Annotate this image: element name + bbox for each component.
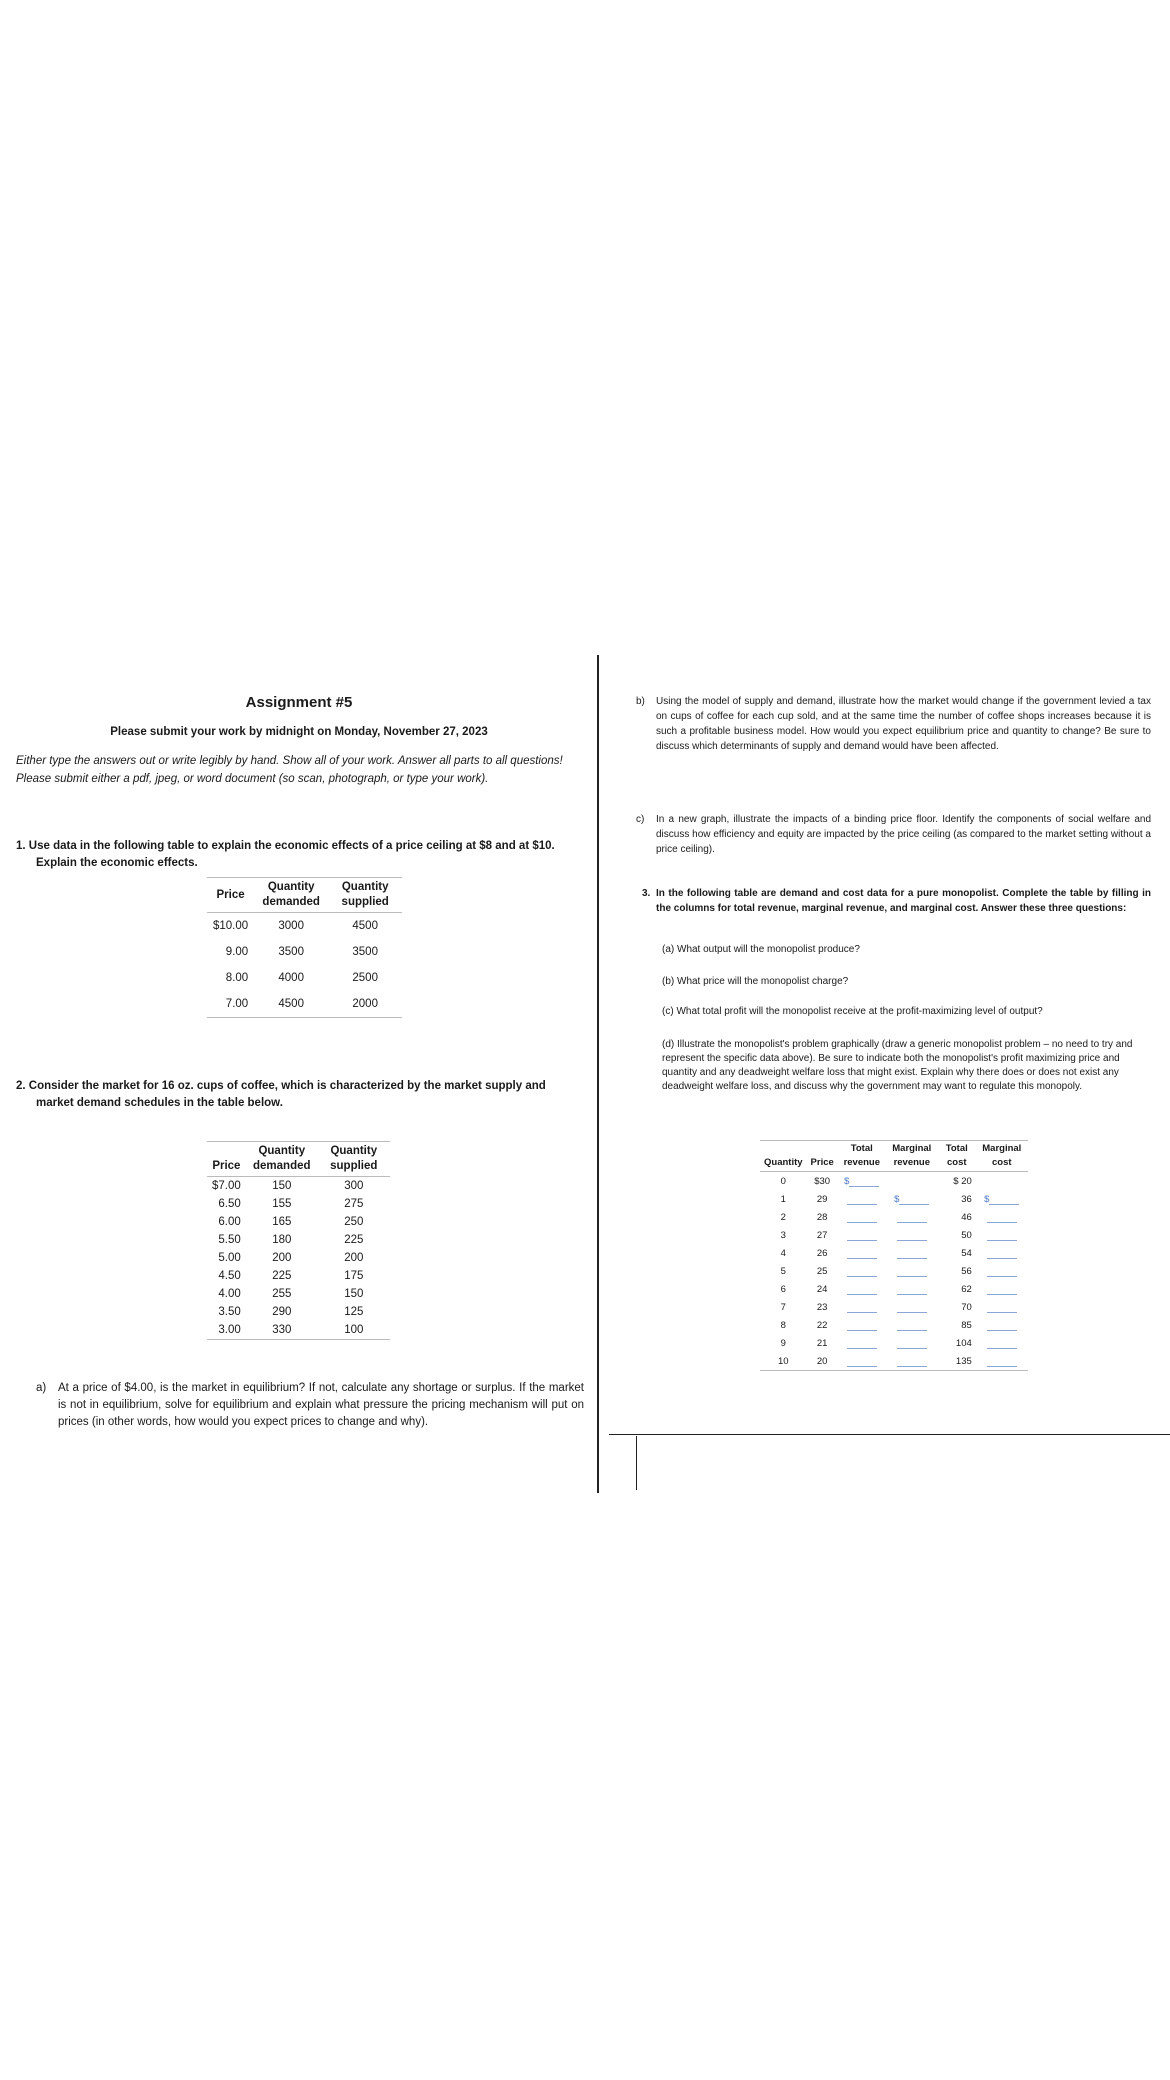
price-cell: 3.50	[218, 1306, 241, 1318]
col-quantity: Quantity	[760, 1141, 807, 1172]
question-3	[642, 886, 1151, 916]
price-cell: 6.00	[218, 1216, 241, 1228]
col-total-cost: Total cost	[938, 1141, 976, 1172]
answer-blank[interactable]	[987, 1213, 1017, 1223]
qd-cell: 200	[272, 1252, 292, 1264]
dollar-sign: $	[844, 1175, 850, 1187]
table-row	[760, 1352, 1028, 1371]
price-cell: 28	[816, 1211, 828, 1223]
price-cell: 21	[816, 1337, 828, 1349]
qs-cell: 200	[344, 1252, 364, 1264]
marginal-revenue-cell[interactable]	[886, 1316, 938, 1334]
total-cost-cell: 46	[961, 1211, 972, 1223]
question-3d: (d) Illustrate the monopolist's problem graphically (draw a generic monopolist problem – no need to try and represent the specific data above). Be sure to indicate both the monopolist's profit maximizing price and quantity and any deadweight welfare loss that might exist. Explain why there does or does not exist any deadweight welfare loss, and discuss why the government may want to regulate this monopoly.	[662, 1039, 1133, 1092]
marginal-cost-cell[interactable]	[976, 1208, 1028, 1226]
qs-cell: 2000	[352, 998, 378, 1010]
answer-blank[interactable]	[849, 1177, 879, 1187]
price-cell: $30	[814, 1175, 831, 1187]
table-row	[207, 1267, 390, 1285]
table-row	[760, 1244, 1028, 1262]
total-revenue-cell[interactable]	[838, 1298, 886, 1316]
question-1	[16, 838, 586, 872]
col-qd: Quantity demanded	[254, 878, 328, 913]
total-cost-cell: 36	[961, 1193, 972, 1205]
marginal-cost-cell[interactable]	[976, 1280, 1028, 1298]
quantity-cell: 5	[780, 1265, 786, 1277]
answer-blank[interactable]	[847, 1321, 877, 1331]
price-cell: 5.50	[218, 1234, 241, 1246]
col-marginal-revenue: Marginal revenue	[886, 1141, 938, 1172]
price-cell: 8.00	[225, 972, 249, 984]
right-page	[636, 650, 1151, 1490]
table-row	[207, 1213, 390, 1231]
marginal-cost-cell[interactable]	[976, 1226, 1028, 1244]
question-2b	[636, 694, 1151, 754]
qs-cell: 275	[344, 1198, 364, 1210]
qs-cell: 225	[344, 1234, 364, 1246]
answer-blank[interactable]	[987, 1357, 1017, 1367]
price-cell: 23	[816, 1301, 828, 1313]
total-cost-cell: 56	[961, 1265, 972, 1277]
left-page	[14, 650, 584, 1490]
answer-blank[interactable]	[987, 1267, 1017, 1277]
qs-cell: 3500	[352, 946, 378, 958]
table-row	[207, 991, 402, 1018]
total-cost-cell: 70	[961, 1301, 972, 1313]
marginal-revenue-cell[interactable]	[886, 1298, 938, 1316]
answer-blank[interactable]	[847, 1339, 877, 1349]
qd-cell: 180	[272, 1234, 292, 1246]
answer-blank[interactable]	[847, 1357, 877, 1367]
price-cell: 20	[816, 1355, 828, 1367]
qd-cell: 165	[272, 1216, 292, 1228]
qs-cell: 175	[344, 1270, 364, 1282]
marginal-cost-cell[interactable]	[976, 1334, 1028, 1352]
price-cell: 6.50	[218, 1198, 241, 1210]
total-cost-cell: $ 20	[953, 1175, 972, 1187]
price-ceiling-table	[207, 877, 402, 1018]
answer-blank[interactable]	[897, 1213, 927, 1223]
quantity-cell: 7	[780, 1301, 786, 1313]
question-1-line-1: 1. Use data in the following table to explain the economic effects of a price ceiling at $8 and at $10.	[16, 840, 555, 852]
qs-cell: 300	[344, 1180, 364, 1192]
quantity-cell: 3	[780, 1229, 786, 1241]
marginal-revenue-cell[interactable]	[886, 1280, 938, 1298]
col-price: Price	[207, 878, 254, 913]
price-cell: 22	[816, 1319, 828, 1331]
question-2c	[636, 812, 1151, 857]
table-header-row	[207, 1142, 390, 1177]
total-revenue-cell[interactable]	[838, 1190, 886, 1208]
qs-cell: 125	[344, 1306, 364, 1318]
table-row	[760, 1226, 1028, 1244]
answer-blank[interactable]	[987, 1321, 1017, 1331]
marginal-cost-cell	[976, 1172, 1028, 1191]
answer-blank[interactable]	[897, 1231, 927, 1241]
marginal-revenue-cell	[886, 1172, 938, 1191]
table-row	[760, 1262, 1028, 1280]
table-row	[207, 939, 402, 965]
price-cell: 26	[816, 1247, 828, 1259]
price-cell: 9.00	[225, 946, 249, 958]
total-revenue-cell[interactable]	[838, 1226, 886, 1244]
question-3b: (b) What price will the monopolist charge?	[662, 976, 849, 987]
quantity-cell: 2	[780, 1211, 786, 1223]
question-2-line-2: market demand schedules in the table below.	[36, 1097, 283, 1109]
quantity-cell: 6	[780, 1283, 786, 1295]
question-3a: (a) What output will the monopolist produce?	[662, 944, 860, 955]
answer-blank[interactable]	[987, 1339, 1017, 1349]
answer-blank[interactable]	[847, 1213, 877, 1223]
answer-blank[interactable]	[847, 1231, 877, 1241]
marginal-cost-cell[interactable]	[976, 1316, 1028, 1334]
table-row	[760, 1172, 1028, 1191]
table-row	[760, 1280, 1028, 1298]
qd-cell: 225	[272, 1270, 292, 1282]
question-2a-text: At a price of $4.00, is the market in equilibrium? If not, calculate any shortage or surplus. If the market is not in equilibrium, solve for equilibrium and explain what pressure the pricing mechanism will put on prices (in other words, how would you expect prices to change and why).	[58, 1382, 584, 1428]
price-cell: 24	[816, 1283, 828, 1295]
quantity-cell: 1	[780, 1193, 786, 1205]
quantity-cell: 10	[777, 1355, 789, 1367]
answer-blank[interactable]	[847, 1303, 877, 1313]
marginal-cost-cell[interactable]	[976, 1190, 1028, 1208]
page-divider	[597, 655, 599, 1493]
col-marginal-cost: Marginal cost	[976, 1141, 1028, 1172]
answer-blank[interactable]	[989, 1195, 1019, 1205]
table-row	[207, 1195, 390, 1213]
price-cell: 4.50	[218, 1270, 241, 1282]
qd-cell: 4000	[278, 972, 304, 984]
table-row	[760, 1190, 1028, 1208]
qd-cell: 150	[272, 1180, 292, 1192]
price-cell: 29	[816, 1193, 828, 1205]
total-revenue-cell[interactable]	[838, 1172, 886, 1191]
price-cell: 5.00	[218, 1252, 241, 1264]
price-cell: 3.00	[218, 1324, 241, 1336]
qd-cell: 290	[272, 1306, 292, 1318]
price-cell: 4.00	[218, 1288, 241, 1300]
qd-cell: 4500	[278, 998, 304, 1010]
answer-blank[interactable]	[897, 1285, 927, 1295]
qs-cell: 100	[344, 1324, 364, 1336]
total-cost-cell: 50	[961, 1229, 972, 1241]
total-revenue-cell[interactable]	[838, 1208, 886, 1226]
price-cell: 27	[816, 1229, 828, 1241]
answer-blank[interactable]	[897, 1357, 927, 1367]
total-revenue-cell[interactable]	[838, 1262, 886, 1280]
qs-cell: 2500	[352, 972, 378, 984]
answer-blank[interactable]	[847, 1267, 877, 1277]
quantity-cell: 4	[780, 1247, 786, 1259]
qs-cell: 250	[344, 1216, 364, 1228]
total-cost-cell: 62	[961, 1283, 972, 1295]
answer-blank[interactable]	[847, 1195, 877, 1205]
answer-blank[interactable]	[987, 1285, 1017, 1295]
table-row	[207, 1303, 390, 1321]
qd-cell: 155	[272, 1198, 292, 1210]
question-2c-text: In a new graph, illustrate the impacts of a binding price floor. Identify the components of social welfare and discuss how efficiency and equity are impacted by the price ceiling (as compared to the market setting without a price ceiling).	[656, 814, 1151, 855]
answer-blank[interactable]	[987, 1249, 1017, 1259]
answer-blank[interactable]	[847, 1285, 877, 1295]
price-cell: $7.00	[212, 1180, 241, 1192]
answer-blank[interactable]	[899, 1195, 929, 1205]
price-cell: 7.00	[225, 998, 249, 1010]
qd-cell: 3000	[278, 920, 304, 932]
answer-blank[interactable]	[897, 1267, 927, 1277]
coffee-market-table	[207, 1141, 390, 1340]
question-2a-label: a)	[36, 1382, 47, 1394]
table-header-row	[207, 878, 402, 913]
price-cell: $10.00	[213, 920, 249, 932]
quantity-cell: 8	[780, 1319, 786, 1331]
table-row	[207, 1231, 390, 1249]
col-price: Price	[807, 1141, 838, 1172]
table-row	[207, 1177, 390, 1196]
question-2	[16, 1078, 586, 1112]
question-3-text: In the following table are demand and cost data for a pure monopolist. Complete the table by filling in the columns for total revenue, marginal revenue, and marginal cost. Answer these three questions:	[656, 888, 1151, 914]
marginal-revenue-cell[interactable]	[886, 1190, 938, 1208]
total-cost-cell: 104	[955, 1337, 972, 1349]
qd-cell: 3500	[278, 946, 304, 958]
marginal-cost-cell[interactable]	[976, 1244, 1028, 1262]
total-revenue-cell[interactable]	[838, 1280, 886, 1298]
table-row	[760, 1316, 1028, 1334]
col-qs: Quantity supplied	[318, 1142, 390, 1177]
dollar-sign: $	[894, 1193, 900, 1205]
total-revenue-cell[interactable]	[838, 1244, 886, 1262]
question-1-line-2: Explain the economic effects.	[36, 857, 198, 869]
answer-blank[interactable]	[897, 1339, 927, 1349]
table-row	[760, 1208, 1028, 1226]
qs-cell: 4500	[352, 920, 378, 932]
table-row	[207, 1249, 390, 1267]
total-revenue-cell[interactable]	[838, 1334, 886, 1352]
dollar-sign: $	[984, 1193, 990, 1205]
question-2c-label: c)	[636, 814, 645, 825]
marginal-revenue-cell[interactable]	[886, 1208, 938, 1226]
qs-cell: 150	[344, 1288, 364, 1300]
marginal-revenue-cell[interactable]	[886, 1262, 938, 1280]
answer-blank[interactable]	[897, 1303, 927, 1313]
marginal-revenue-cell[interactable]	[886, 1334, 938, 1352]
marginal-revenue-cell[interactable]	[886, 1244, 938, 1262]
table-header-row	[760, 1141, 1028, 1172]
question-2-line-1: 2. Consider the market for 16 oz. cups of coffee, which is characterized by the market supply and	[16, 1080, 546, 1092]
col-price: Price	[207, 1142, 246, 1177]
col-qd: Quantity demanded	[246, 1142, 318, 1177]
marginal-cost-cell[interactable]	[976, 1298, 1028, 1316]
marginal-cost-cell[interactable]	[976, 1352, 1028, 1371]
table-row	[207, 913, 402, 940]
answer-blank[interactable]	[847, 1249, 877, 1259]
question-2b-text: Using the model of supply and demand, illustrate how the market would change if the government levied a tax on cups of coffee for each cup sold, and at the same time the number of coffee shops increases because it is such a profitable business model. How would you expect equilibrium price and quantity to change? Be sure to discuss which determinants of supply and demand would have been affected.	[656, 696, 1151, 752]
total-cost-cell: 85	[961, 1319, 972, 1331]
answer-blank[interactable]	[987, 1231, 1017, 1241]
monopolist-table	[760, 1140, 1028, 1371]
due-date: Please submit your work by midnight on Monday, November 27, 2023	[110, 726, 488, 738]
table-row	[760, 1298, 1028, 1316]
table-row	[207, 1321, 390, 1340]
marginal-revenue-cell[interactable]	[886, 1226, 938, 1244]
table-row	[207, 1285, 390, 1303]
total-cost-cell: 54	[961, 1247, 972, 1259]
table-row	[207, 965, 402, 991]
total-revenue-cell[interactable]	[838, 1316, 886, 1334]
qd-cell: 330	[272, 1324, 292, 1336]
question-2b-label: b)	[636, 696, 645, 707]
assignment-title: Assignment #5	[245, 694, 353, 711]
qd-cell: 255	[272, 1288, 292, 1300]
col-total-revenue: Total revenue	[838, 1141, 886, 1172]
instructions: Either type the answers out or write legibly by hand. Show all of your work. Answer all parts to all questions! Please submit either a pdf, jpeg, or word document (so scan, photograph, or type your work).	[16, 755, 563, 785]
answer-blank[interactable]	[897, 1321, 927, 1331]
total-cost-cell: 135	[955, 1355, 972, 1367]
marginal-revenue-cell[interactable]	[886, 1352, 938, 1371]
answer-blank[interactable]	[897, 1249, 927, 1259]
price-cell: 25	[816, 1265, 828, 1277]
table-row	[760, 1334, 1028, 1352]
answer-blank[interactable]	[987, 1303, 1017, 1313]
total-revenue-cell[interactable]	[838, 1352, 886, 1371]
question-2a	[36, 1380, 584, 1431]
question-3-number: 3.	[642, 888, 651, 899]
quantity-cell: 0	[780, 1175, 786, 1187]
col-qs: Quantity supplied	[328, 878, 402, 913]
question-3c: (c) What total profit will the monopolist receive at the profit-maximizing level of output?	[662, 1006, 1043, 1017]
marginal-cost-cell[interactable]	[976, 1262, 1028, 1280]
quantity-cell: 9	[780, 1337, 786, 1349]
